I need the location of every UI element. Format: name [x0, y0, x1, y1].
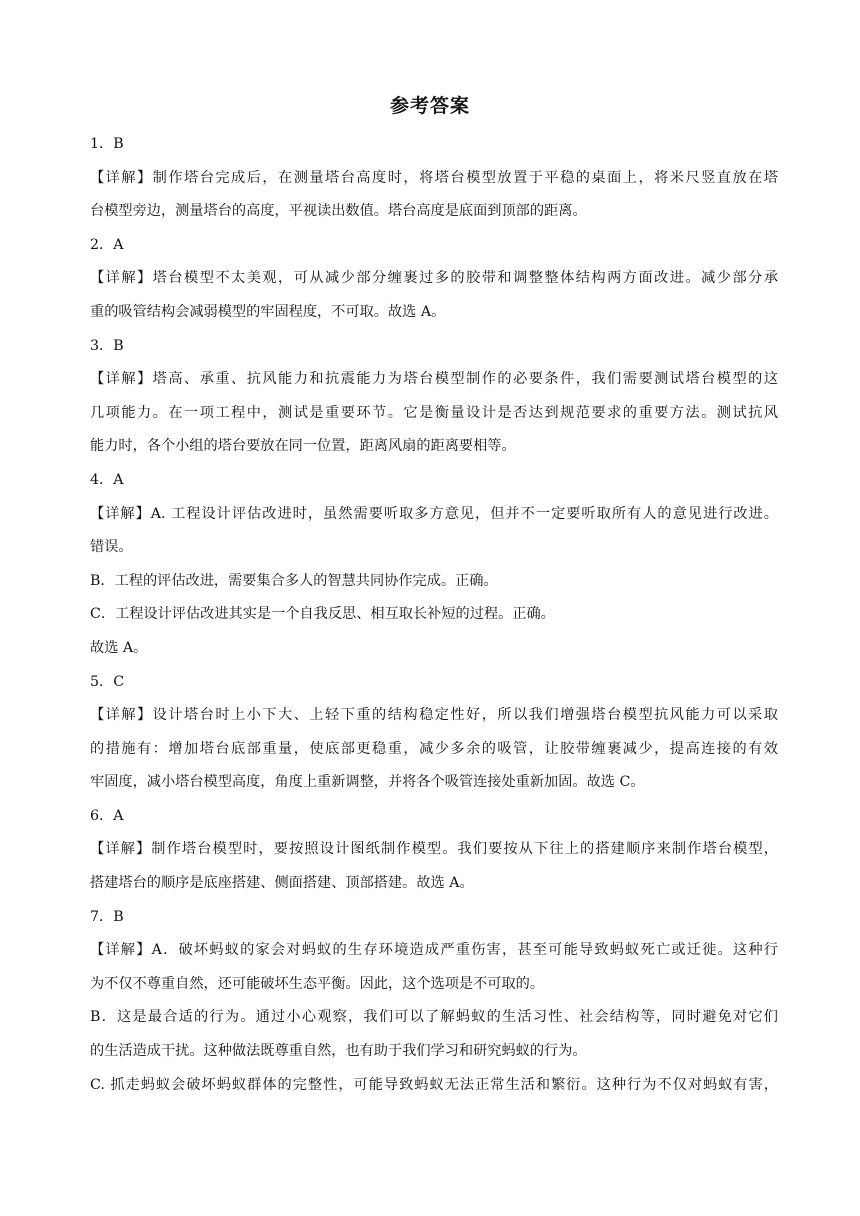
answer-text-line: C. 抓走蚂蚁会破坏蚂蚁群体的完整性，可能导致蚂蚁无法正常生活和繁衍。这种行为不仅对蚂蚁有害，: [90, 1076, 778, 1093]
answer-text-line: 【详解】塔台模型不太美观，可从减少部分缠裹过多的胶带和调整整体结构两方面改进。减少部分承: [90, 270, 778, 287]
answer-text-line: 搭建塔台的顺序是底座搭建、侧面搭建、顶部搭建。故选 A。: [90, 875, 474, 892]
answer-body: [90, 134, 778, 1108]
answer-text-line: 牢固度，减小塔台模型高度，角度上重新调整，并将各个吸管连接处重新加固。故选 C。: [90, 774, 645, 791]
answer-text-line: 【详解】设计塔台时上小下大、上轻下重的结构稳定性好，所以我们增强塔台模型抗风能力可以采取: [90, 707, 778, 724]
answer-number: 5．C: [90, 673, 125, 690]
answer-number: 4．A: [90, 471, 124, 488]
answer-number: 6．A: [90, 807, 124, 824]
answer-text-line: 的措施有：增加塔台底部重量，使底部更稳重，减少多余的吸管，让胶带缠裹减少，提高连接的有效: [90, 740, 778, 757]
answer-text-line: 故选 A。: [90, 639, 148, 656]
answer-text-line: 【详解】制作塔台模型时，要按照设计图纸制作模型。我们要按从下往上的搭建顺序来制作塔台模型，: [90, 841, 778, 858]
answer-text-line: C．工程设计评估改进其实是一个自我反思、相互取长补短的过程。正确。: [90, 606, 555, 623]
answer-text-line: B．工程的评估改进，需要集合多人的智慧共同协作完成。正确。: [90, 572, 498, 589]
answer-text-line: 【详解】A．破坏蚂蚁的家会对蚂蚁的生存环境造成严重伤害，甚至可能导致蚂蚁死亡或迁徙。这种行: [90, 942, 778, 959]
answer-text-line: 【详解】塔高、承重、抗风能力和抗震能力为塔台模型制作的必要条件，我们需要测试塔台模型的这: [90, 371, 778, 388]
answer-text-line: 【详解】A. 工程设计评估改进时，虽然需要听取多方意见，但并不一定要听取所有人的意见进行改进。: [90, 505, 778, 522]
answer-text-line: 错误。: [90, 539, 133, 556]
page-title: 参考答案: [389, 95, 470, 117]
answer-text-line: 能力时，各个小组的塔台要放在同一位置，距离风扇的距离要相等。: [90, 438, 516, 455]
answer-number: 1．B: [90, 136, 124, 152]
answer-text-line: 的生活造成干扰。这种做法既尊重自然，也有助于我们学习和研究蚂蚁的行为。: [90, 1043, 587, 1060]
answer-text-line: 重的吸管结构会减弱模型的牢固程度，不可取。故选 A。: [90, 303, 446, 320]
answer-text-line: 为不仅不尊重自然，还可能破坏生态平衡。因此，这个选项是不可取的。: [90, 975, 545, 992]
answer-text-line: 台模型旁边，测量塔台的高度，平视读出数值。塔台高度是底面到顶部的距离。: [90, 203, 587, 220]
answer-text-line: 几项能力。在一项工程中，测试是重要环节。它是衡量设计是否达到规范要求的重要方法。测试抗风: [90, 404, 778, 421]
answer-number: 7．B: [90, 908, 124, 925]
answer-text-line: 【详解】制作塔台完成后，在测量塔台高度时，将塔台模型放置于平稳的桌面上，将米尺竖直放在塔: [90, 169, 778, 186]
answer-number: 3．B: [90, 337, 124, 354]
answer-text-line: B．这是最合适的行为。通过小心观察，我们可以了解蚂蚁的生活习性、社会结构等，同时避免对它们: [90, 1009, 778, 1026]
answer-number: 2．A: [90, 236, 124, 253]
